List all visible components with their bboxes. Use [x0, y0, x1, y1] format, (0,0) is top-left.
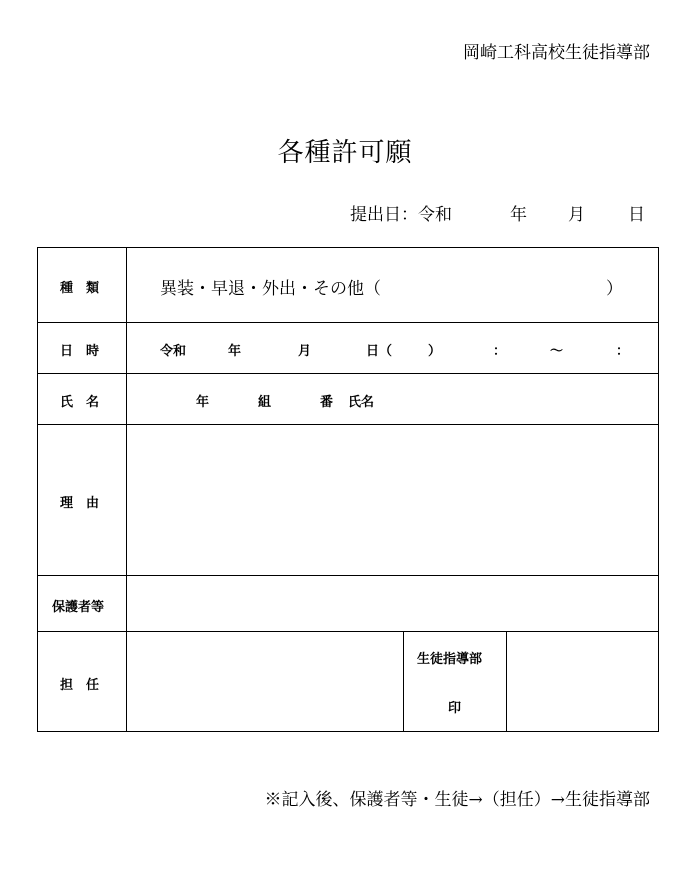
- submit-date-year: 年: [510, 205, 527, 225]
- datetime-year[interactable]: 年: [228, 344, 242, 359]
- datetime-month[interactable]: 月: [298, 344, 312, 359]
- reason-field[interactable]: [127, 425, 659, 575]
- datetime-weekday-close: ）: [428, 344, 442, 359]
- name-grade[interactable]: 年: [196, 395, 210, 410]
- row-divider: [38, 373, 658, 374]
- guidance-seal-field[interactable]: [507, 632, 659, 732]
- homeroom-divider: [403, 632, 404, 732]
- submit-date-day: 日: [628, 205, 645, 225]
- organization-name: 岡崎工科高校生徒指導部: [463, 43, 650, 63]
- guidance-dept-label: 生徒指導部: [417, 652, 483, 667]
- reason-label: 理 由: [60, 496, 100, 511]
- name-class[interactable]: 組: [258, 395, 272, 410]
- type-other-close-paren: ）: [606, 279, 623, 299]
- datetime-day[interactable]: 日（: [366, 344, 393, 359]
- guardian-field[interactable]: [127, 576, 659, 631]
- permission-form-table: [37, 247, 659, 732]
- name-student-name[interactable]: 氏名: [348, 395, 375, 410]
- type-label: 種 類: [60, 281, 100, 296]
- guardian-label: 保護者等: [52, 600, 105, 615]
- submit-date-label: 提出日：令和: [350, 205, 452, 225]
- datetime-end-colon[interactable]: ：: [616, 344, 630, 359]
- datetime-label: 日 時: [60, 344, 100, 359]
- type-options[interactable]: 異装・早退・外出・その他（: [160, 279, 381, 299]
- name-label: 氏 名: [60, 395, 100, 410]
- homeroom-label: 担 任: [60, 678, 100, 693]
- datetime-tilde: ～: [550, 344, 564, 359]
- seal-label: 印: [448, 701, 462, 716]
- datetime-start-colon[interactable]: ：: [493, 344, 507, 359]
- submit-date-month: 月: [568, 205, 585, 225]
- form-title: 各種許可願: [277, 138, 413, 168]
- datetime-era: 令和: [160, 344, 187, 359]
- name-number[interactable]: 番: [320, 395, 334, 410]
- homeroom-seal-field[interactable]: [127, 632, 403, 732]
- row-divider: [38, 322, 658, 323]
- routing-note: ※記入後、保護者等・生徒→（担任）→生徒指導部: [264, 790, 650, 810]
